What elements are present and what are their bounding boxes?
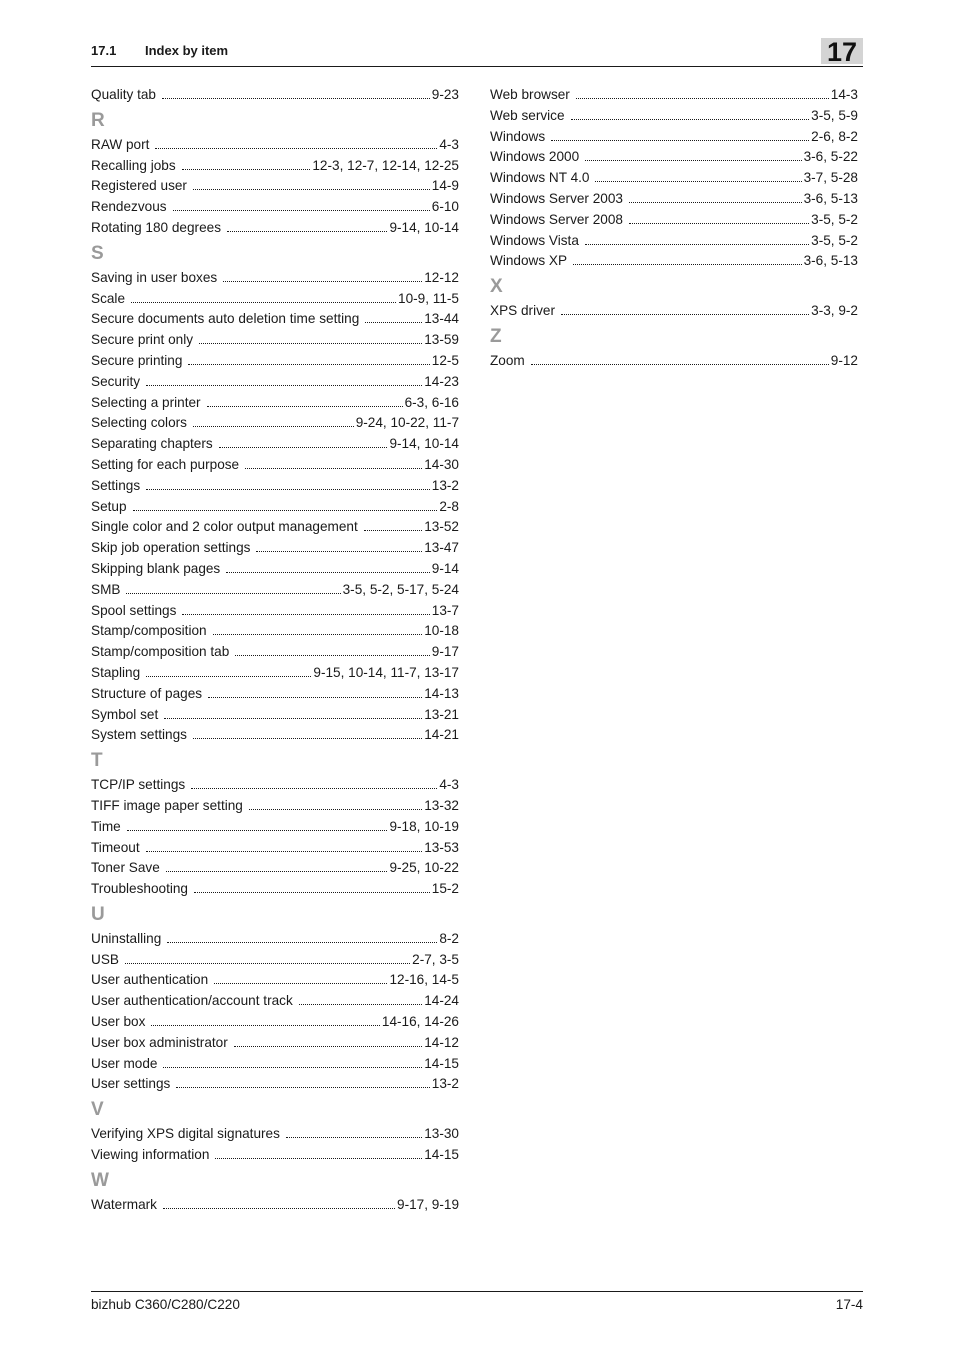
index-page-refs: 14-9 xyxy=(431,178,459,194)
page-footer xyxy=(91,1291,863,1316)
index-page-refs: 13-21 xyxy=(424,706,459,722)
index-page-refs: 13-47 xyxy=(424,540,459,556)
index-letter-heading: R xyxy=(91,109,105,131)
index-term: System settings xyxy=(91,727,187,743)
dot-leader xyxy=(146,837,423,852)
dot-leader xyxy=(245,454,422,469)
dot-leader xyxy=(213,620,423,635)
index-entry xyxy=(91,196,459,217)
index-term: Windows NT 4.0 xyxy=(490,170,590,186)
index-entry xyxy=(91,1073,459,1094)
index-entry xyxy=(91,267,459,288)
dot-leader xyxy=(176,1073,429,1088)
dot-leader xyxy=(576,84,829,99)
index-term: Single color and 2 color output management xyxy=(91,519,358,535)
index-page-refs: 9-17 xyxy=(431,644,459,660)
index-entry xyxy=(91,837,459,858)
index-term: Setting for each purpose xyxy=(91,456,240,472)
index-term: Windows 2000 xyxy=(490,149,580,165)
index-page-refs: 3-5, 5-2, 5-17, 5-24 xyxy=(342,581,459,597)
page-number: 17-4 xyxy=(835,1297,863,1312)
dot-leader xyxy=(585,146,801,161)
index-page-refs: 14-16, 14-26 xyxy=(381,1014,459,1030)
dot-leader xyxy=(166,857,388,872)
index-column-right xyxy=(490,84,858,371)
index-entry xyxy=(91,990,459,1011)
index-page-refs: 9-14, 10-14 xyxy=(389,219,459,235)
index-entry xyxy=(91,537,459,558)
index-section xyxy=(91,899,459,1094)
index-entry xyxy=(91,949,459,970)
index-page-refs: 10-18 xyxy=(424,623,459,639)
index-entry xyxy=(91,1032,459,1053)
index-term: USB xyxy=(91,951,119,967)
index-entry xyxy=(91,620,459,641)
index-entry xyxy=(91,392,459,413)
dot-leader xyxy=(207,392,403,407)
index-entry xyxy=(490,250,858,271)
index-section xyxy=(490,321,858,371)
index-page-refs: 2-6, 8-2 xyxy=(811,128,858,144)
index-entry xyxy=(91,857,459,878)
dot-leader xyxy=(365,308,422,323)
index-entry xyxy=(91,724,459,745)
index-term: User authentication/account track xyxy=(91,993,293,1009)
index-entry xyxy=(490,126,858,147)
dot-leader xyxy=(163,1194,395,1209)
index-letter-heading: W xyxy=(91,1169,109,1191)
index-term: Windows XP xyxy=(490,253,568,269)
index-page-refs: 14-24 xyxy=(424,993,459,1009)
index-term: Registered user xyxy=(91,178,187,194)
index-entry xyxy=(490,146,858,167)
index-section xyxy=(91,84,459,105)
dot-leader xyxy=(561,300,809,315)
index-term: Stamp/composition xyxy=(91,623,207,639)
index-page-refs: 14-30 xyxy=(424,456,459,472)
index-term: Stapling xyxy=(91,664,141,680)
index-term: TIFF image paper setting xyxy=(91,797,243,813)
index-page-refs: 2-8 xyxy=(439,498,459,514)
index-term: Skip job operation settings xyxy=(91,540,251,556)
index-entry xyxy=(91,579,459,600)
index-entry xyxy=(91,288,459,309)
index-term: Viewing information xyxy=(91,1147,210,1163)
index-term: User box administrator xyxy=(91,1034,228,1050)
index-term: Recalling jobs xyxy=(91,157,176,173)
index-page-refs: 9-24, 10-22, 11-7 xyxy=(355,415,459,431)
dot-leader xyxy=(164,704,422,719)
index-entry xyxy=(490,167,858,188)
index-entry xyxy=(91,558,459,579)
index-page-refs: 8-2 xyxy=(439,930,459,946)
index-entry xyxy=(91,175,459,196)
index-entry xyxy=(91,816,459,837)
index-page-refs: 4-3 xyxy=(439,136,459,152)
index-page-refs: 9-25, 10-22 xyxy=(389,860,459,876)
index-page-refs: 3-5, 5-9 xyxy=(811,107,858,123)
index-term: TCP/IP settings xyxy=(91,777,186,793)
index-entry xyxy=(91,1123,459,1144)
index-page-refs: 13-52 xyxy=(424,519,459,535)
dot-leader xyxy=(199,329,422,344)
index-entry xyxy=(490,105,858,126)
index-term: Toner Save xyxy=(91,860,160,876)
index-entry xyxy=(91,641,459,662)
index-section xyxy=(91,1165,459,1215)
index-entry xyxy=(91,1053,459,1074)
index-entry xyxy=(490,188,858,209)
index-page-refs: 6-10 xyxy=(431,199,459,215)
index-page-refs: 12-16, 14-5 xyxy=(389,972,459,988)
index-section xyxy=(91,1094,459,1165)
index-page-refs: 3-6, 5-13 xyxy=(803,190,858,206)
index-entry xyxy=(91,600,459,621)
index-page-refs: 9-18, 10-19 xyxy=(389,818,459,834)
index-term: Windows Vista xyxy=(490,232,579,248)
index-term: Uninstalling xyxy=(91,930,162,946)
dot-leader xyxy=(585,230,809,245)
dot-leader xyxy=(249,795,422,810)
index-entry xyxy=(91,371,459,392)
index-page-refs: 13-2 xyxy=(431,1076,459,1092)
dot-leader xyxy=(131,288,396,303)
index-page-refs: 13-53 xyxy=(424,839,459,855)
index-term: Scale xyxy=(91,290,126,306)
index-entry xyxy=(91,329,459,350)
dot-leader xyxy=(126,579,340,594)
index-entry xyxy=(91,1194,459,1215)
dot-leader xyxy=(162,84,430,99)
index-entry xyxy=(91,516,459,537)
dot-leader xyxy=(208,683,422,698)
index-page-refs: 3-7, 5-28 xyxy=(803,170,858,186)
index-term: Setup xyxy=(91,498,127,514)
dot-leader xyxy=(531,350,829,365)
dot-leader xyxy=(163,1053,422,1068)
index-column-left xyxy=(91,84,459,1215)
index-term: RAW port xyxy=(91,136,150,152)
index-page-refs: 14-15 xyxy=(424,1055,459,1071)
dot-leader xyxy=(573,250,802,265)
index-page-refs: 3-6, 5-13 xyxy=(803,253,858,269)
index-page-refs: 13-30 xyxy=(424,1126,459,1142)
index-entry xyxy=(490,209,858,230)
dot-leader xyxy=(219,433,388,448)
index-entry xyxy=(91,928,459,949)
index-page-refs: 9-17, 9-19 xyxy=(397,1196,459,1212)
index-page-refs: 9-12 xyxy=(830,352,858,368)
index-term: Web service xyxy=(490,107,565,123)
chapter-number-tab: 17 xyxy=(821,38,863,64)
dot-leader xyxy=(146,662,311,677)
index-page-refs: 9-23 xyxy=(431,87,459,102)
index-entry xyxy=(91,704,459,725)
index-page-refs: 14-21 xyxy=(424,727,459,743)
index-term: Skipping blank pages xyxy=(91,560,221,576)
index-entry xyxy=(91,662,459,683)
index-entry xyxy=(91,217,459,238)
dot-leader xyxy=(595,167,801,182)
index-term: Timeout xyxy=(91,839,140,855)
index-letter-heading: V xyxy=(91,1099,104,1121)
index-section xyxy=(91,105,459,238)
index-entry xyxy=(91,308,459,329)
index-entry xyxy=(91,134,459,155)
index-term: Saving in user boxes xyxy=(91,269,218,285)
index-term: Selecting colors xyxy=(91,415,187,431)
dot-leader xyxy=(188,350,429,365)
index-section xyxy=(490,271,858,321)
dot-leader xyxy=(182,600,429,615)
dot-leader xyxy=(629,209,809,224)
index-term: Quality tab xyxy=(91,87,156,102)
index-term: Structure of pages xyxy=(91,685,203,701)
index-entry xyxy=(91,350,459,371)
index-entry xyxy=(91,433,459,454)
dot-leader xyxy=(223,267,422,282)
index-page-refs: 2-7, 3-5 xyxy=(412,951,459,967)
index-term: Settings xyxy=(91,477,141,493)
index-entry xyxy=(91,774,459,795)
index-term: User authentication xyxy=(91,972,209,988)
index-term: Symbol set xyxy=(91,706,159,722)
index-term: User mode xyxy=(91,1055,158,1071)
index-page-refs: 9-14, 10-14 xyxy=(389,436,459,452)
index-term: Security xyxy=(91,373,141,389)
index-entry xyxy=(490,350,858,371)
index-entry xyxy=(91,795,459,816)
index-page-refs: 3-3, 9-2 xyxy=(811,303,858,319)
index-term: Spool settings xyxy=(91,602,177,618)
index-page-refs: 9-15, 10-14, 11-7, 13-17 xyxy=(313,664,459,680)
index-term: Secure printing xyxy=(91,352,183,368)
index-term: User settings xyxy=(91,1076,171,1092)
index-term: SMB xyxy=(91,581,121,597)
index-entry xyxy=(490,84,858,105)
index-page-refs: 3-5, 5-2 xyxy=(811,211,858,227)
dot-leader xyxy=(571,105,810,120)
page-header xyxy=(91,38,863,67)
index-term: Watermark xyxy=(91,1196,157,1212)
index-letter-heading: Z xyxy=(490,325,502,347)
dot-leader xyxy=(155,134,437,149)
index-entry xyxy=(91,454,459,475)
index-page-refs: 14-13 xyxy=(424,685,459,701)
index-page-refs: 13-2 xyxy=(431,477,459,493)
index-page-refs: 14-23 xyxy=(424,373,459,389)
dot-leader xyxy=(227,217,387,232)
index-term: Selecting a printer xyxy=(91,394,201,410)
dot-leader xyxy=(191,774,437,789)
dot-leader xyxy=(173,196,430,211)
index-section xyxy=(91,238,459,745)
index-section xyxy=(490,84,858,271)
index-page-refs: 10-9, 11-5 xyxy=(398,290,459,306)
index-term: Troubleshooting xyxy=(91,881,188,897)
index-page-refs: 13-59 xyxy=(424,332,459,348)
index-entry xyxy=(91,969,459,990)
index-page-refs: 13-44 xyxy=(424,311,459,327)
index-term: Time xyxy=(91,818,121,834)
dot-leader xyxy=(235,641,430,656)
dot-leader xyxy=(193,175,430,190)
product-name: bizhub C360/C280/C220 xyxy=(91,1297,240,1312)
index-term: Zoom xyxy=(490,352,525,368)
index-page-refs: 12-12 xyxy=(424,269,459,285)
index-page-refs: 3-5, 5-2 xyxy=(811,232,858,248)
dot-leader xyxy=(182,155,311,170)
dot-leader xyxy=(226,558,430,573)
index-entry xyxy=(91,496,459,517)
index-term: Windows xyxy=(490,128,546,144)
dot-leader xyxy=(127,816,388,831)
dot-leader xyxy=(299,990,422,1005)
dot-leader xyxy=(146,371,422,386)
index-entry xyxy=(91,155,459,176)
index-term: Stamp/composition tab xyxy=(91,644,230,660)
index-entry xyxy=(91,1011,459,1032)
index-entry xyxy=(91,878,459,899)
index-page-refs: 15-2 xyxy=(431,881,459,897)
dot-leader xyxy=(133,496,438,511)
index-section xyxy=(91,745,459,899)
index-term: Windows Server 2003 xyxy=(490,190,623,206)
index-page-refs: 12-5 xyxy=(431,352,459,368)
dot-leader xyxy=(629,188,802,203)
index-term: User box xyxy=(91,1014,146,1030)
index-term: Rotating 180 degrees xyxy=(91,219,221,235)
dot-leader xyxy=(125,949,410,964)
index-entry xyxy=(91,475,459,496)
index-term: Separating chapters xyxy=(91,436,213,452)
index-letter-heading: X xyxy=(490,276,503,298)
index-page-refs: 13-7 xyxy=(431,602,459,618)
section-number: 17.1 xyxy=(91,43,117,58)
dot-leader xyxy=(364,516,422,531)
index-page-refs: 4-3 xyxy=(439,777,459,793)
index-term: Rendezvous xyxy=(91,199,167,215)
index-term: Secure documents auto deletion time setting xyxy=(91,311,360,327)
dot-leader xyxy=(193,724,422,739)
index-entry xyxy=(490,300,858,321)
index-term: Secure print only xyxy=(91,332,194,348)
index-term: Verifying XPS digital signatures xyxy=(91,1126,280,1142)
index-term: Web browser xyxy=(490,87,570,102)
index-page-refs: 12-3, 12-7, 12-14, 12-25 xyxy=(312,157,459,173)
index-page-refs: 3-6, 5-22 xyxy=(803,149,858,165)
dot-leader xyxy=(286,1123,422,1138)
index-entry xyxy=(91,683,459,704)
dot-leader xyxy=(167,928,437,943)
index-page-refs: 13-32 xyxy=(424,797,459,813)
index-letter-heading: T xyxy=(91,750,103,772)
index-entry xyxy=(91,412,459,433)
dot-leader xyxy=(215,1144,422,1159)
index-page-refs: 14-15 xyxy=(424,1147,459,1163)
dot-leader xyxy=(151,1011,380,1026)
dot-leader xyxy=(214,969,387,984)
dot-leader xyxy=(256,537,422,552)
index-term: Windows Server 2008 xyxy=(490,211,623,227)
index-entry xyxy=(91,1144,459,1165)
dot-leader xyxy=(194,878,430,893)
dot-leader xyxy=(146,475,430,490)
dot-leader xyxy=(193,412,354,427)
index-page-refs: 9-14 xyxy=(431,560,459,576)
index-page-refs: 14-12 xyxy=(424,1034,459,1050)
index-page-refs: 6-3, 6-16 xyxy=(404,394,459,410)
index-term: XPS driver xyxy=(490,303,555,319)
section-title: Index by item xyxy=(145,43,229,58)
index-page-refs: 14-3 xyxy=(830,87,858,102)
index-letter-heading: U xyxy=(91,903,105,925)
index-entry xyxy=(91,84,459,105)
dot-leader xyxy=(234,1032,422,1047)
dot-leader xyxy=(551,126,809,141)
index-entry xyxy=(490,230,858,251)
index-letter-heading: S xyxy=(91,242,104,264)
